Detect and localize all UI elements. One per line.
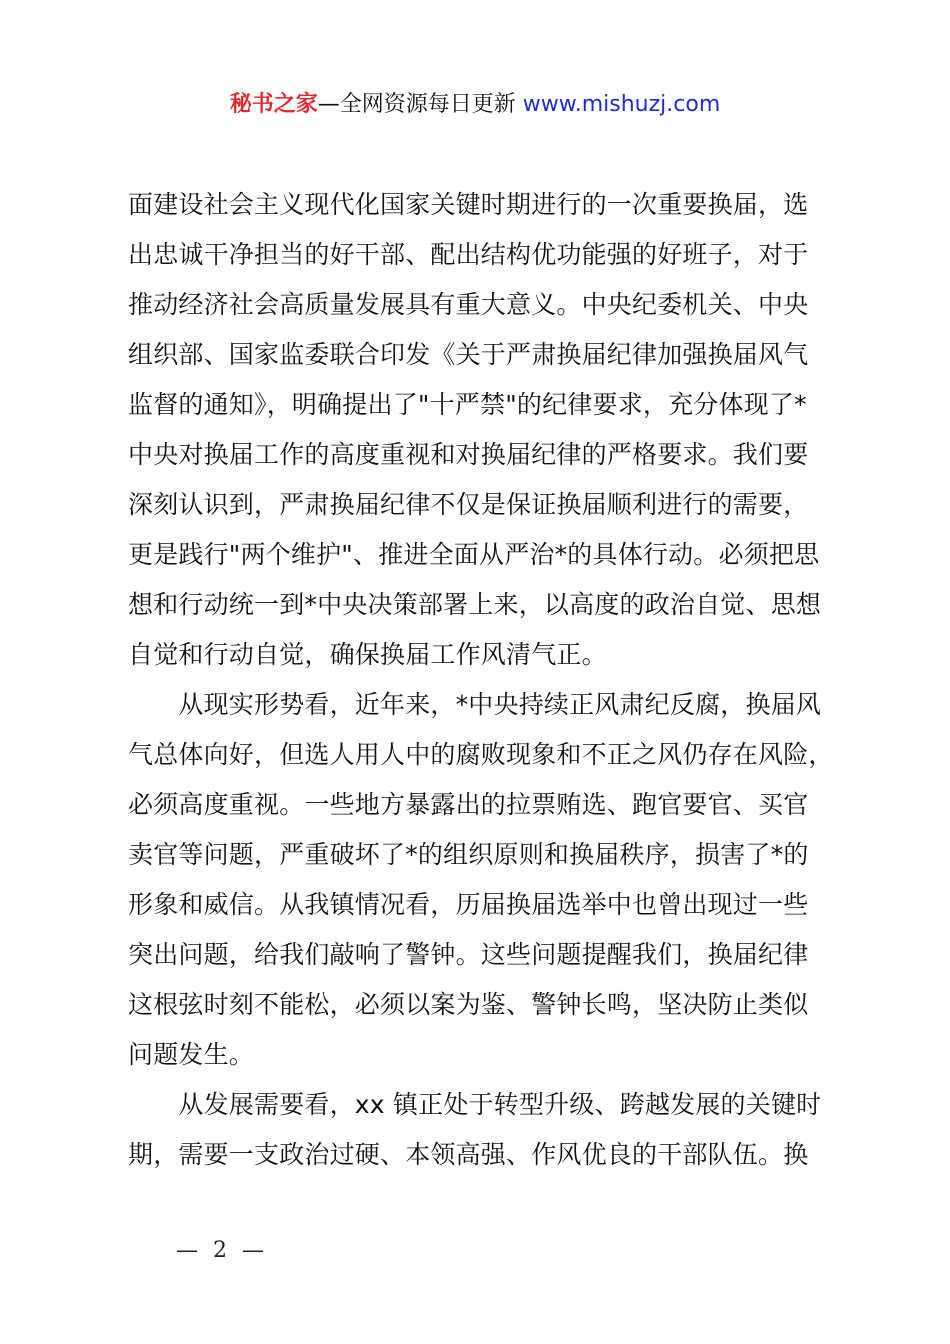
text-line: 自觉和行动自觉，确保换届工作风清气正。 [128,640,607,669]
paragraph-start-line: 从现实形势看，近年来，*中央持续正风肃纪反腐，换届风 [128,690,822,719]
page-number: — 2 — [176,1238,268,1263]
text-line: 推动经济社会高质量发展具有重大意义。中央纪委机关、中央 [128,290,809,319]
text-line: 这根弦时刻不能松，必须以案为鉴、警钟长鸣，坚决防止类似 [128,990,809,1019]
text-line: 面建设社会主义现代化国家关键时期进行的一次重要换届，选 [128,190,809,219]
text-line: 中央对换届工作的高度重视和对换届纪律的严格要求。我们要 [128,440,809,469]
brand-name: 秘书之家 [229,92,318,117]
site-header [0,88,950,122]
text-line: 期，需要一支政治过硬、本领高强、作风优良的干部队伍。换 [128,1140,809,1169]
text-line: 监督的通知》，明确提出了"十严禁"的纪律要求，充分体现了* [128,390,807,419]
paragraph-start-line: 从发展需要看，xx 镇正处于转型升级、跨越发展的关键时 [128,1090,822,1119]
text-line: 想和行动统一到*中央决策部署上来，以高度的政治自觉、思想 [128,590,822,619]
text-line: 深刻认识到，严肃换届纪律不仅是保证换届顺利进行的需要， [128,490,809,519]
text-line: 气总体向好，但选人用人中的腐败现象和不正之风仍存在风险， [128,740,834,769]
text-line: 出忠诚干净担当的好干部、配出结构优功能强的好班子，对于 [128,240,809,269]
text-line: 组织部、国家监委联合印发《关于严肃换届纪律加强换届风气 [128,340,809,369]
text-line: 更是践行"两个维护"、推进全面从严治*的具体行动。必须把思 [128,540,820,569]
site-url-link[interactable]: www.mishuzj.com [522,92,721,117]
text-line: 突出问题，给我们敲响了警钟。这些问题提醒我们，换届纪律 [128,940,809,969]
header-tagline: —全网资源每日更新 [317,92,523,117]
text-line: 问题发生。 [128,1040,255,1069]
text-line: 卖官等问题，严重破坏了*的组织原则和换届秩序，损害了*的 [128,840,809,869]
text-line: 形象和威信。从我镇情况看，历届换届选举中也曾出现过一些 [128,890,809,919]
text-line: 必须高度重视。一些地方暴露出的拉票贿选、跑官要官、买官 [128,790,809,819]
document-body [128,180,834,1180]
